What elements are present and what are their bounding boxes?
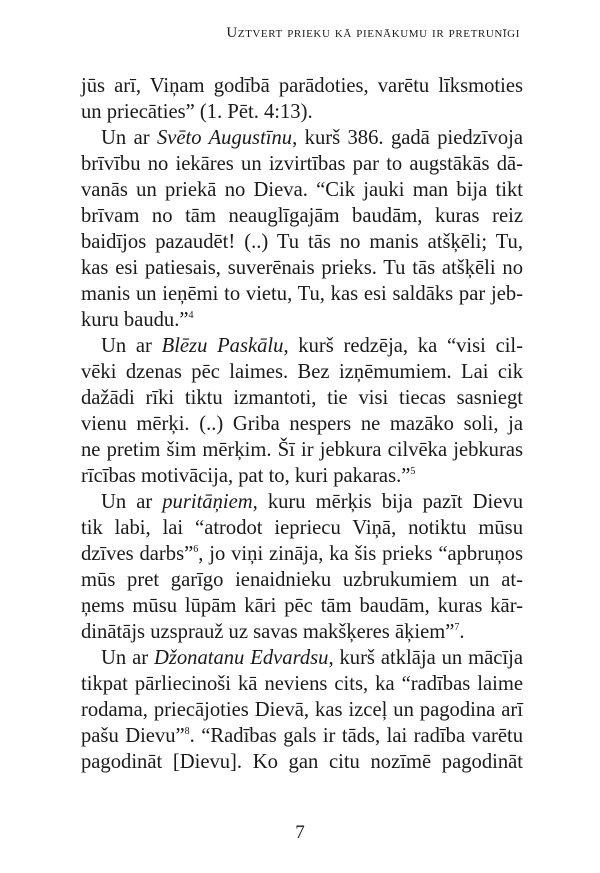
emphasis: Džonatanu Edvardsu <box>153 647 329 669</box>
text-line: brīvam no tām neauglīgajām baudām, kuras reiz <box>81 205 523 227</box>
paragraph <box>81 73 523 125</box>
text-line: dinātājs uzsprauž uz savas makšķeres āķiem”$^7$. <box>81 621 465 643</box>
text-line: tikpat pārliecinoši kā neviens cits, ka “radības laime <box>81 673 523 695</box>
text-line: kas esi patiesais, suverēnais prieks. Tu tās atšķēli no <box>81 257 523 279</box>
page-number: 7 <box>295 822 305 843</box>
emphasis: puritāņiem <box>162 491 253 513</box>
text-line: kuru baudu.”$^4$ <box>81 309 194 331</box>
running-head: Uztvert prieku kā pienākumu ir pretrunīgi <box>226 25 520 41</box>
body-text <box>81 73 523 775</box>
text-line: baidījos pazaudēt! (..) Tu tās no manis atšķēli; Tu, <box>81 231 523 253</box>
text-line: jūs arī, Viņam godībā parādoties, varētu līksmoties <box>81 75 523 97</box>
footnote-ref: 5 <box>410 466 416 477</box>
text-line: pašu Dievu”$^8$. “Radības gals ir tāds, lai radība varētu <box>81 725 523 747</box>
text-line: ņems mūsu lūpām kāri pēc tām baudām, kuras kār- <box>81 595 523 617</box>
text-line: Un ar Svēto Augustīnu, kurš 386. gadā piedzīvoja <box>101 127 523 149</box>
text-line: un priecāties” (1. Pēt. 4:13). <box>81 101 313 123</box>
text-line: vēki dzenas pēc laimes. Bez izņēmumiem. Lai cik <box>81 361 523 383</box>
text-line: rīcības motivācija, pat to, kuri pakaras.”$^5$ <box>81 465 416 487</box>
footnote-ref: 8 <box>184 726 190 737</box>
emphasis: Blēzu Paskālu <box>161 335 284 357</box>
text-line: Un ar Blēzu Paskālu, kurš redzēja, ka “visi cil- <box>101 335 524 357</box>
paragraph <box>81 333 523 489</box>
text-line: rodama, priecājoties Dievā, kas izceļ un pagodina arī <box>81 699 523 721</box>
text-line: vanās un priekā no Dieva. “Cik jauki man bija tikt <box>81 179 523 201</box>
text-line: brīvību no iekāres un izvirtības par to augstākās dā- <box>81 153 523 175</box>
text-line: dažādi rīki tiktu izmantoti, tie visi tiecas sasniegt <box>81 387 523 409</box>
footnote-ref: 4 <box>188 310 194 321</box>
text-line: manis un ieņēmi to vietu, Tu, kas esi saldāks par jeb- <box>81 283 523 305</box>
paragraph <box>81 125 523 333</box>
text-line: Un ar Džonatanu Edvardsu, kurš atklāja un mācīja <box>101 647 523 669</box>
text-line: Un ar puritāņiem, kuru mērķis bija pazīt Dievu <box>101 491 524 513</box>
text-line: ne pretim šim mērķim. Šī ir jebkura cilvēka jebkuras <box>81 439 523 461</box>
text-line: pagodināt [Dievu]. Ko gan citu nozīmē pagodināt <box>81 751 523 773</box>
text-line: tik labi, lai “atrodot iepriecu Viņā, notiktu mūsu <box>81 517 523 539</box>
text-line: mūs pret garīgo ienaidnieku uzbrukumiem un at- <box>81 569 523 591</box>
paragraph <box>81 645 523 775</box>
paragraph <box>81 489 523 645</box>
footnote-ref: 6 <box>193 544 199 555</box>
text-line: dzīves darbs”$^6$, jo viņi zināja, ka šis prieks “apbruņos <box>81 543 523 565</box>
footnote-ref: 7 <box>454 622 460 633</box>
text-line: vienu mērķi. (..) Griba nespers ne mazāko soli, ja <box>81 413 523 435</box>
emphasis: Svēto Augustīnu <box>156 127 293 149</box>
